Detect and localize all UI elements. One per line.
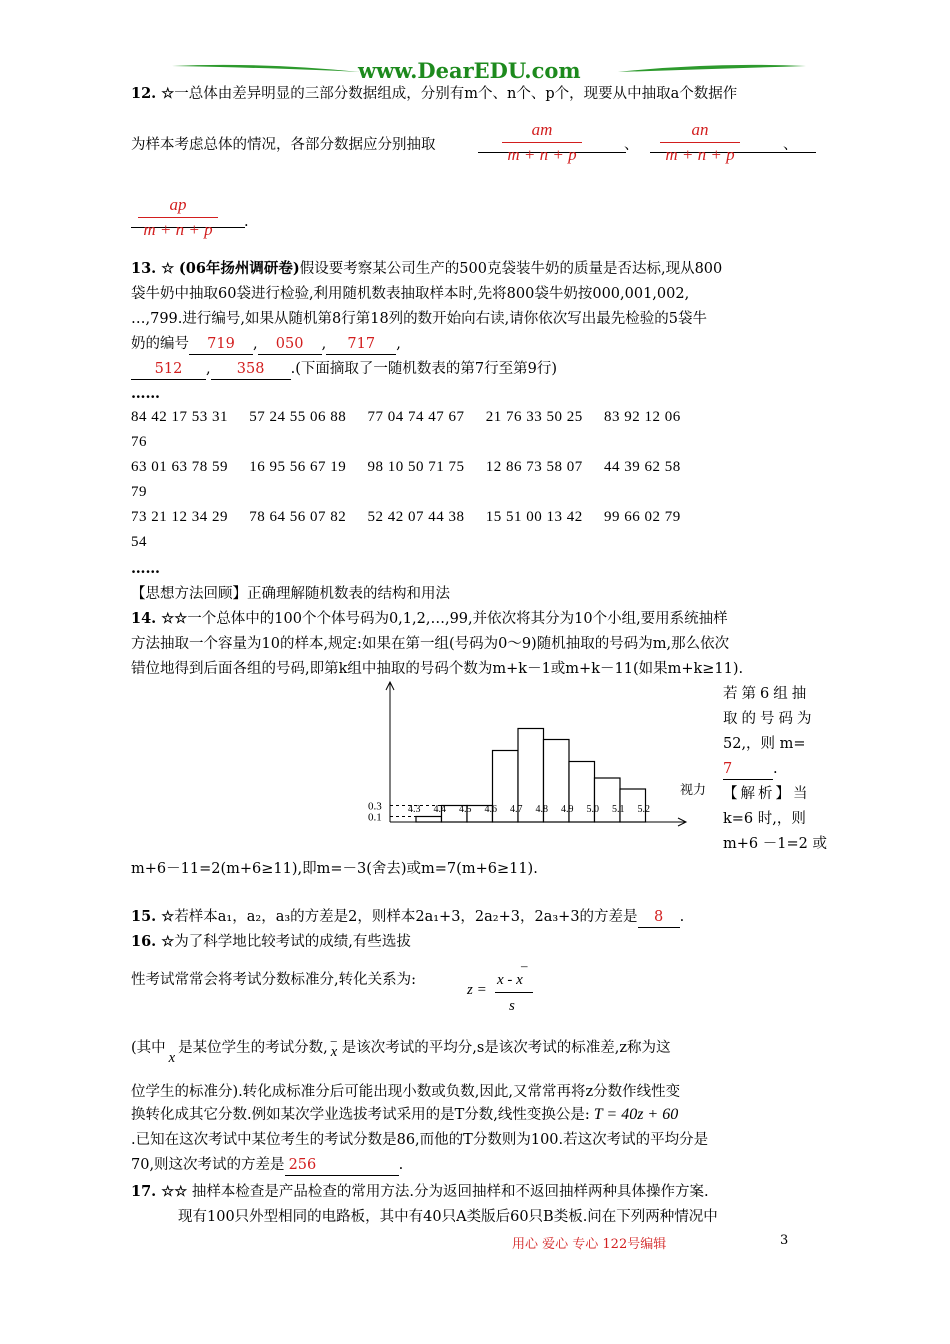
x-tick-label: 4.5 xyxy=(459,804,472,815)
q16-formula-den: s xyxy=(509,998,515,1014)
q14-line-last: m+6－11=2(m+6≥11),即m=－3(舍去)或m=7(m+6≥11). xyxy=(131,861,538,877)
q12-fraction-am: am m + n + p xyxy=(502,120,582,165)
x-tick-label: 4.3 xyxy=(408,804,421,815)
q16-line2: 性考试常常会将考试分数标准分,转化关系为: xyxy=(131,972,416,988)
footer-slogan: 用心 爱心 专心 122号编辑 xyxy=(512,1237,667,1252)
q14-side-3: 52,，则 m= xyxy=(723,736,806,752)
q13-table-row-3: 73 21 12 34 29 78 64 56 07 82 52 42 07 44 38 15 51 00 13 42 99 66 02 79 xyxy=(131,509,681,525)
q13-line2: 袋牛奶中抽取60袋进行检验,利用随机数表抽取样本时,先将800袋牛奶按000,001,002, xyxy=(131,286,690,302)
q13-answer-5: 358 xyxy=(211,359,291,380)
q16-line4: 位学生的标准分).转化成标准分后可能出现小数或负数,因此,又常常再将z分数作线性变 xyxy=(131,1084,681,1100)
q14-side-6: k=6 时,，则 xyxy=(723,811,806,827)
q13-text-1: 假设要考察某公司生产的500克袋装牛奶的质量是否达标,现从800 xyxy=(299,261,723,277)
q14-text-1: 一个总体中的100个个体号码为0,1,2,…,99,并依次将其分为10个小组,要用系统抽样 xyxy=(187,611,728,627)
q14-line2: 方法抽取一个容量为10的样本,规定:如果在第一组(号码为0～9)随机抽取的号码为m,那么依次 xyxy=(131,636,730,652)
q12-sep-2: 、 xyxy=(783,137,798,153)
q13-table-row-2-wrap: 79 xyxy=(131,484,147,500)
x-tick-label: 4.9 xyxy=(561,804,574,815)
q13-review: 【思想方法回顾】正确理解随机数表的结构和用法 xyxy=(131,586,450,602)
q12-fraction-ap: ap m + n + p xyxy=(138,195,218,240)
q16-line3-a: (其中 xyxy=(131,1040,166,1056)
q12-fraction-an: an m + n + p xyxy=(660,120,740,165)
q16-text-1: 为了科学地比较考试的成绩,有些选拔 xyxy=(174,934,411,950)
q13-ellipsis: …… xyxy=(131,385,160,402)
q16-line7-text: 70,则这次考试的方差是 xyxy=(131,1157,285,1173)
q13-answer-1: 719 xyxy=(189,334,253,355)
q13-line4: 奶的编号 719 , 050 , 717 , xyxy=(131,334,401,355)
q16-x-var: x xyxy=(168,1050,176,1066)
q14-line1 xyxy=(131,609,728,629)
q12-text-2: 为样本考虑总体的情况，各部分数据应分别抽取 xyxy=(131,137,436,153)
q13-source: (06年扬州调研卷) xyxy=(178,260,300,277)
page-number: 3 xyxy=(780,1233,789,1248)
q13-ellipsis-end: …… xyxy=(131,560,160,577)
q14-answer-line: 7 . xyxy=(723,759,778,780)
q16-formula xyxy=(465,960,545,1016)
q15-line xyxy=(131,907,684,928)
histogram-bar xyxy=(595,778,621,822)
header-banner xyxy=(170,58,810,86)
q14-side-2: 取的号码为 xyxy=(723,711,816,727)
q16-line5-text: 换转化成其它分数.例如某次学业选拔考试采用的是T分数,线性变换公是: xyxy=(131,1107,590,1123)
q15-end: . xyxy=(679,909,685,925)
q17-number: 17. ☆☆ xyxy=(131,1183,188,1200)
q13-line5-suffix: .(下面摘取了一随机数表的第7行至第9行) xyxy=(290,361,557,377)
x-axis-label: 视力 xyxy=(680,783,707,798)
q16-line3-c: 是该次考试的平均分,s是该次考试的标准差,z称为这 xyxy=(341,1040,671,1056)
x-tick-label: 5.1 xyxy=(612,804,625,815)
q13-table-row-3-wrap: 54 xyxy=(131,534,147,550)
q13-table-row-2: 63 01 63 78 59 16 95 56 67 19 98 10 50 71 75 12 86 73 58 07 44 39 62 58 xyxy=(131,459,681,475)
q16-formula-num: x - x xyxy=(497,972,523,988)
x-tick-label: 4.7 xyxy=(510,804,523,815)
q13-answer-4: 512 xyxy=(131,359,206,380)
y-tick-label: 0.3 xyxy=(368,800,382,813)
site-logo: www.DearEDU.com xyxy=(358,58,581,83)
q14-line3: 错位地得到后面各组的号码,即第k组中抽取的号码个数为m+k－1或m+k－11(如果m+k≥11). xyxy=(131,661,744,677)
q13-line4-prefix: 奶的编号 xyxy=(131,336,189,352)
histogram-bar xyxy=(416,817,442,823)
q16-answer: 256 xyxy=(285,1155,399,1176)
x-tick-label: 4.8 xyxy=(535,804,548,815)
q14-side-7: m+6 －1=2 或 xyxy=(723,836,827,852)
q13-line3: …,799.进行编号,如果从随机第8行第18列的数开始向右读,请你依次写出最先检验的5袋牛 xyxy=(131,311,708,327)
q16-line3 xyxy=(131,1032,671,1066)
q16-xbar-mark: – xyxy=(521,958,528,973)
q16-formula-2: T = 40z + 60 xyxy=(593,1106,679,1123)
q12-line1 xyxy=(131,84,737,104)
q13-number: 13. ☆ xyxy=(131,260,175,277)
q15-text: 若样本a₁，a₂，a₃的方差是2，则样本2a₁+3，2a₂+3，2a₃+3的方差是 xyxy=(174,909,638,925)
x-tick-label: 5.0 xyxy=(586,804,599,815)
q13-table-row-1-wrap: 76 xyxy=(131,434,147,450)
q12-sep-1: 、 xyxy=(624,137,639,153)
histogram-chart xyxy=(360,676,720,848)
q17-text-1: 抽样本检查是产品检查的常用方法.分为返回抽样和不返回抽样两种具体操作方案. xyxy=(187,1184,709,1200)
q16-line3-b: 是某位学生的考试分数, xyxy=(178,1040,328,1056)
q15-answer: 8 xyxy=(638,907,680,928)
q14-number: 14. ☆☆ xyxy=(131,610,188,627)
q16-line7 xyxy=(131,1155,403,1176)
x-tick-label: 5.2 xyxy=(637,804,650,815)
q17-line1 xyxy=(131,1182,709,1202)
q13-table-row-1: 84 42 17 53 31 57 24 55 06 88 77 04 74 47 67 21 76 33 50 25 83 92 12 06 xyxy=(131,409,681,425)
q13-line1 xyxy=(131,259,722,279)
x-tick-label: 4.4 xyxy=(433,804,446,815)
q15-number: 15. ☆ xyxy=(131,908,175,925)
x-tick-label: 4.6 xyxy=(484,804,497,815)
q12-text: 一总体由差异明显的三部分数据组成，分别有m个、n个、p个，现要从中抽取a个数据作 xyxy=(174,86,738,102)
q16-line5 xyxy=(131,1105,678,1125)
q14-side-1: 若第6组抽 xyxy=(723,686,811,702)
q12-line2 xyxy=(131,135,436,155)
q16-end: . xyxy=(398,1157,404,1173)
q16-line1 xyxy=(131,932,411,952)
q13-answer-2: 050 xyxy=(258,334,322,355)
q16-line6: .已知在这次考试中某位考生的考试分数是86,而他的T分数则为100.若这次考试的平均分是 xyxy=(131,1132,709,1148)
q12-end: . xyxy=(244,214,249,230)
q16-xbar-var: – x xyxy=(330,1033,338,1060)
q16-fraction-bar xyxy=(495,992,533,993)
q17-line2: 现有100只外型相同的电路板，其中有40只A类版后60只B类板.问在下列两种情况中 xyxy=(178,1209,718,1225)
q14-side-5: 【解析】当 xyxy=(723,786,811,802)
q14-answer: 7 xyxy=(723,759,773,780)
q13-line5: 512 , 358 .(下面摘取了一随机数表的第7行至第9行) xyxy=(131,359,557,380)
q16-number: 16. ☆ xyxy=(131,933,175,950)
q16-formula-lhs: z = xyxy=(467,982,487,998)
y-tick-label: 0.1 xyxy=(368,811,382,824)
q12-number: 12. ☆ xyxy=(131,85,175,102)
q13-answer-3: 717 xyxy=(326,334,396,355)
